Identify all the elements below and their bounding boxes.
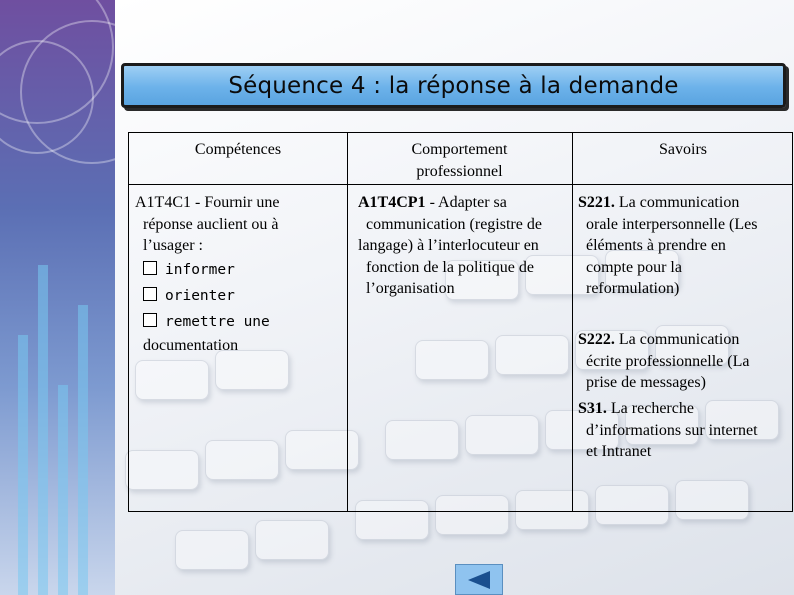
savoir-s222: S222. La communication écrite professionnelle (La prise de messages) [578, 331, 750, 391]
competences-cell [135, 192, 345, 356]
comportement-line: communication (registre de [366, 215, 542, 233]
competence-item-orienter: orienter [135, 283, 345, 309]
header-comportement [347, 139, 572, 182]
slide-title: Séquence 4 : la réponse à la demande [228, 72, 679, 99]
savoir-s31: S31. La recherche d’informations sur internet et Intranet [578, 400, 758, 460]
previous-slide-button[interactable] [455, 564, 503, 595]
header-savoirs: Savoirs [659, 141, 707, 158]
savoir-s221: S221. La communication orale interpersonnelle (Les éléments à prendre en compte pour la reformulation) [578, 194, 758, 297]
comportement-cell [358, 192, 572, 300]
competence-line: documentation [143, 336, 239, 354]
comportement-line: A1T4CP1 - Adapter sa [358, 194, 507, 211]
decorative-side-image [0, 0, 115, 595]
comportement-line: fonction de la politique de [366, 258, 534, 276]
competence-line: l’usager : [143, 237, 203, 254]
header-comportement-line2: professionnel [416, 162, 503, 180]
header-competences: Compétences [194, 141, 282, 158]
triangle-left-icon [464, 569, 494, 591]
header-comportement-line1: Comportement [411, 141, 508, 158]
competences-table [128, 132, 793, 512]
checkbox-icon [143, 313, 157, 327]
comportement-line: l’organisation [366, 280, 455, 297]
checkbox-icon [143, 287, 157, 301]
competence-item-remettre: remettre une [135, 309, 345, 335]
checkbox-icon [143, 261, 157, 275]
competence-line: réponse auclient ou à [143, 215, 279, 233]
slide-title-banner [121, 63, 786, 108]
competence-line: A1T4C1 - Fournir une [135, 194, 280, 211]
competence-item-informer: informer [135, 257, 345, 283]
comportement-line: langage) à l’interlocuteur en [358, 237, 539, 254]
